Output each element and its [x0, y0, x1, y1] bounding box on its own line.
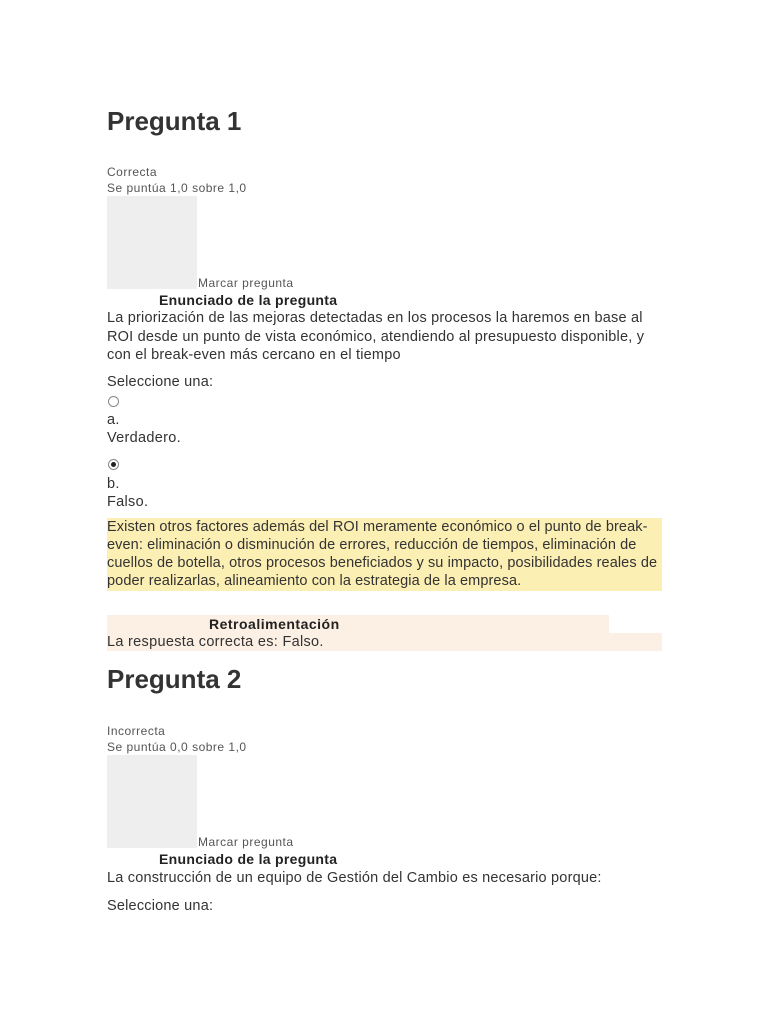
question-1-option-b-radio[interactable] [108, 459, 119, 470]
question-1-title: Pregunta 1 [107, 106, 242, 136]
question-1-option-b-letter: b. [107, 476, 120, 492]
question-1-specific-feedback: Existen otros factores además del ROI meramente económico o el punto de break-even: eliminación o disminución de errores, reducción de tiempos, eliminación de cuellos de botella, otros procesos beneficiados y su impacto, posibilidades reales de poder realizarlas, alineamiento con la estrategia de la empresa. [107, 518, 662, 591]
question-1-option-a-label: Verdadero. [107, 430, 181, 446]
question-1-score: Se puntúa 1,0 sobre 1,0 [107, 181, 247, 195]
question-2-text: La construcción de un equipo de Gestión del Cambio es necesario porque: [107, 870, 602, 886]
question-1-status: Correcta [107, 165, 158, 179]
question-2-flag-icon[interactable] [107, 755, 197, 848]
question-1-feedback-header [107, 615, 609, 633]
question-1-option-a-radio[interactable] [108, 396, 119, 407]
question-1-feedback-heading: Retroalimentación [209, 616, 340, 632]
question-2-status: Incorrecta [107, 724, 166, 738]
question-2-flag-label[interactable]: Marcar pregunta [198, 835, 294, 849]
question-2-statement-heading: Enunciado de la pregunta [159, 851, 338, 867]
question-1-option-b-label: Falso. [107, 494, 149, 510]
question-2-select-prompt: Seleccione una: [107, 898, 214, 914]
question-2-score: Se puntúa 0,0 sobre 1,0 [107, 740, 247, 754]
question-1-statement-heading: Enunciado de la pregunta [159, 292, 338, 308]
question-1-flag-label[interactable]: Marcar pregunta [198, 276, 294, 290]
question-1-text: La priorización de las mejoras detectadas en los procesos la haremos en base al ROI desde un punto de vista económico, atendiendo al presupuesto disponible, y con el break-even más cercano en el tiempo [107, 310, 645, 363]
question-1-option-a-letter: a. [107, 412, 120, 428]
question-1-right-answer: La respuesta correcta es: Falso. [107, 633, 662, 651]
question-2-title: Pregunta 2 [107, 664, 242, 694]
question-1-flag-icon[interactable] [107, 196, 197, 289]
question-1-select-prompt: Seleccione una: [107, 374, 214, 390]
